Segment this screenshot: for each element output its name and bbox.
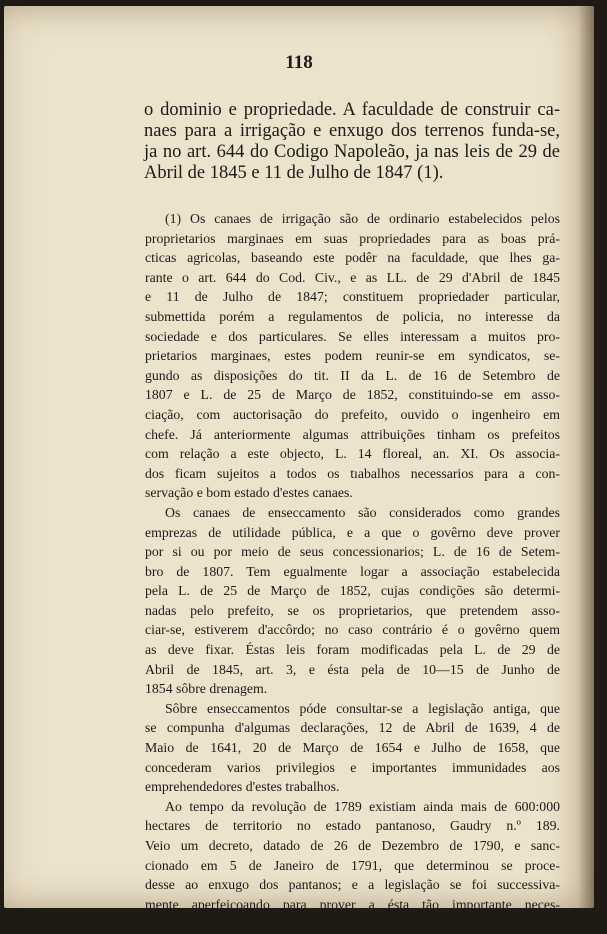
footnote-line: emprehendedores d'estes trabalhos. (145, 779, 340, 795)
footnote-line: cticas agricolas, baseando este podêr na faculdade, que lhes ga- (145, 250, 560, 266)
footnote-line: Maio de 1641, 20 de Março de 1654 e Julho de 1658, que (145, 740, 560, 756)
footnote-line: rante o art. 644 do Cod. Civ., e as LL. de 29 d'Abril de 1845 (145, 269, 560, 285)
book-page (4, 6, 594, 932)
page-number: 118 (285, 52, 313, 73)
footnote-line: 1807 e L. de 25 de Março de 1852, constituindo-se em asso- (145, 387, 560, 403)
footnote-line: 1854 sôbre drenagem. (145, 681, 268, 697)
footnote-line: Veio um decreto, datado de 26 de Dezembro de 1790, e sanc- (145, 838, 560, 853)
footnote-line: proprietarios marginaes em suas propriedades para as boas prá- (145, 230, 560, 246)
footnote-line: servação e bom estado d'estes canaes. (145, 485, 353, 501)
footnote-line: submettida porém a regulamentos de policia, no interesse da (145, 308, 560, 324)
footnote-line: ciação, com auctorisação do prefeito, ouvido o ingenheiro em (145, 406, 560, 422)
footnote-line: dos ficam sujeitos a todos os tıabalhos necessarios para a con- (145, 465, 560, 481)
footnote-line: com relação a este objecto, L. 14 floreal, an. XI. Os associa- (145, 446, 560, 462)
footnote-line: nadas pelo prefeito, se os proprietarios, que pretendem asso- (145, 602, 560, 618)
footnote-line: se compunha d'algumas declarações, 12 de Abril de 1639, 4 de (145, 720, 560, 736)
footnote-line: sociedade e dos particulares. Se elles interessam a muitos pro- (145, 328, 560, 344)
footnote-line: e 11 de Julho de 1847; constituem propriedader particular, (145, 289, 560, 305)
footnote-line: cionado em 5 de Janeiro de 1791, que determinou se proce- (145, 857, 560, 873)
footnote-line: (1) Os canaes de irrigação são de ordinario estabelecidos pelos (165, 211, 560, 226)
footnote-line: hectares de territorio no estado pantanoso, Gaudry n.º 189. (145, 818, 560, 834)
main-text (144, 100, 560, 184)
main-text-line: o dominio e propriedade. A faculdade de construir ca- (144, 100, 560, 120)
footnote-line: chefe. Já anteriormente algumas attribuições tinham os prefeitos (145, 426, 560, 442)
footnote-line: Ao tempo da revolução de 1789 existiam ainda mais de 600:000 (165, 798, 560, 814)
footnote-line: sidade pública. Ultimamente foi publicada a lei de 19 de Junho (145, 916, 493, 932)
page-gutter-shadow (578, 6, 594, 908)
footnote-line: por si ou por meio de seus concessionarios; L. de 16 de Setem- (145, 544, 560, 560)
footnote-line: prietarios marginaes, estes podem reunir-se em syndicatos, se- (145, 348, 560, 364)
footnote-line: Sôbre enseccamentos póde consultar-se a legislação antiga, que (165, 700, 560, 716)
footnote-line: Abril de 1845, art. 3, e ésta pela de 10—15 de Junho de (145, 661, 560, 677)
footnote-line: mente aperfeiçoando para prover a ésta tão importante neces- (145, 896, 560, 912)
footnote-line: bro de 1807. Tem egualmente logar a associação estabelecida (145, 563, 560, 579)
main-text-line: ja no art. 644 do Codigo Napoleão, ja nas leis de 29 de (144, 142, 560, 162)
footnote-line: desse ao enxugo dos pantanos; e a legislação se foi successiva- (145, 877, 560, 893)
footnote-line: emprezas de utilidade pública, e a que o govêrno deve prover (145, 524, 560, 540)
main-text-line: naes para a irrigação e enxugo dos terrenos funda-se, (144, 121, 560, 141)
footnote-line: ciar-se, estiverem d'accôrdo; no caso contrário é o govêrno quem (145, 622, 560, 638)
main-text-line: Abril de 1845 e 11 de Julho de 1847 (1). (144, 163, 444, 183)
footnote-line: pela L. de 25 de Março de 1852, cujas condições são determi- (145, 583, 560, 599)
footnote-line: Os canaes de enseccamento são considerados como grandes (165, 504, 560, 520)
footnote (145, 209, 560, 934)
footnote-line: concederam varios privilegios e importantes immunidades aos (145, 759, 560, 775)
footnote-line: gundo as disposições do tit. II da L. de 16 de Setembro de (145, 367, 560, 383)
footnote-line: as deve fixar. Éstas leis foram modificadas pela L. de 29 de (145, 642, 560, 658)
